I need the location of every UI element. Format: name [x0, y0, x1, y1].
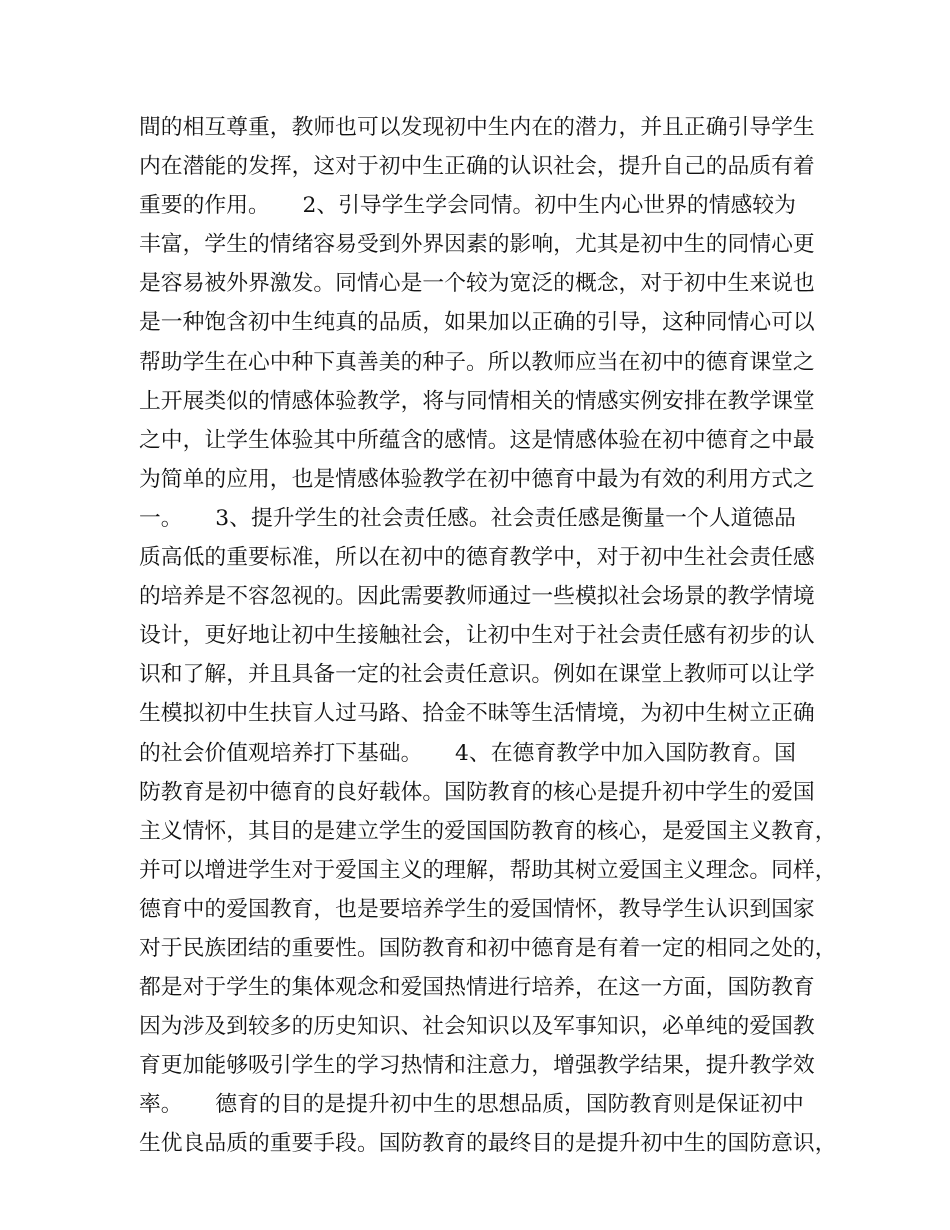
text-line: 德育中的爱国教育，也是要培养学生的爱国情怀，教导学生认识到国家: [139, 896, 815, 922]
text-line: 因为涉及到较多的历史知识、社会知识以及军事知识，必单纯的爱国教: [139, 1014, 815, 1040]
text-line: 都是对于学生的集体观念和爱国热情进行培养，在这一方面，国防教育: [139, 975, 815, 1001]
text-line: 率。 德育的目的是提升初中生的思想品质，国防教育则是保证初中: [139, 1092, 804, 1118]
text-line: 设计，更好地让初中生接触社会，让初中生对于社会责任感有初步的认: [139, 623, 815, 649]
text-line: 的社会价值观培养打下基础。 4、在德育教学中加入国防教育。国: [139, 740, 796, 766]
text-line: 生优良品质的重要手段。国防教育的最终目的是提升初中生的国防意识，: [139, 1131, 837, 1157]
text-line: 育更加能够吸引学生的学习热情和注意力，增强教学结果，提升教学效: [139, 1053, 815, 1079]
text-line: 质高低的重要标准，所以在初中的德育教学中，对于初中生社会责任感: [139, 545, 815, 571]
text-line: 并可以增进学生对于爱国主义的理解，帮助其树立爱国主义理念。同样，: [139, 857, 837, 883]
text-line: 内在潜能的发挥，这对于初中生正确的认识社会，提升自己的品质有着: [139, 154, 815, 180]
body-text: [139, 108, 837, 1164]
text-line: 間的相互尊重，教师也可以发现初中生内在的潜力，并且正确引导学生: [139, 115, 815, 140]
text-line: 防教育是初中德育的良好载体。国防教育的核心是提升初中学生的爱国: [139, 779, 815, 805]
text-line: 为简单的应用，也是情感体验教学在初中德育中最为有效的利用方式之: [139, 466, 815, 492]
text-line: 主义情怀，其目的是建立学生的爱国国防教育的核心，是爱国主义教育，: [139, 818, 837, 844]
text-line: 上开展类似的情感体验教学，将与同情相关的情感实例安排在教学课堂: [139, 388, 815, 414]
text-line: 生模拟初中生扶盲人过马路、拾金不昧等生活情境，为初中生树立正确: [139, 701, 815, 727]
text-line: 重要的作用。 2、引导学生学会同情。初中生内心世界的情感较为: [139, 193, 796, 219]
text-line: 之中，让学生体验其中所蕴含的感情。这是情感体验在初中德育之中最: [139, 427, 815, 453]
text-line: 是一种饱含初中生纯真的品质，如果加以正确的引导，这种同情心可以: [139, 310, 815, 336]
text-line: 对于民族团结的重要性。国防教育和初中德育是有着一定的相同之处的，: [139, 935, 837, 961]
text-line: 识和了解，并且具备一定的社会责任意识。例如在课堂上教师可以让学: [139, 662, 815, 688]
text-line: 的培养是不容忽视的。因此需要教师通过一些模拟社会场景的教学情境: [139, 584, 815, 610]
text-line: 一。 3、提升学生的社会责任感。社会责任感是衡量一个人道德品: [139, 505, 796, 531]
text-line: 帮助学生在心中种下真善美的种子。所以教师应当在初中的德育课堂之: [139, 349, 815, 375]
text-line: 丰富，学生的情绪容易受到外界因素的影响，尤其是初中生的同情心更: [139, 232, 815, 258]
text-line: 是容易被外界激发。同情心是一个较为宽泛的概念，对于初中生来说也: [139, 271, 815, 297]
